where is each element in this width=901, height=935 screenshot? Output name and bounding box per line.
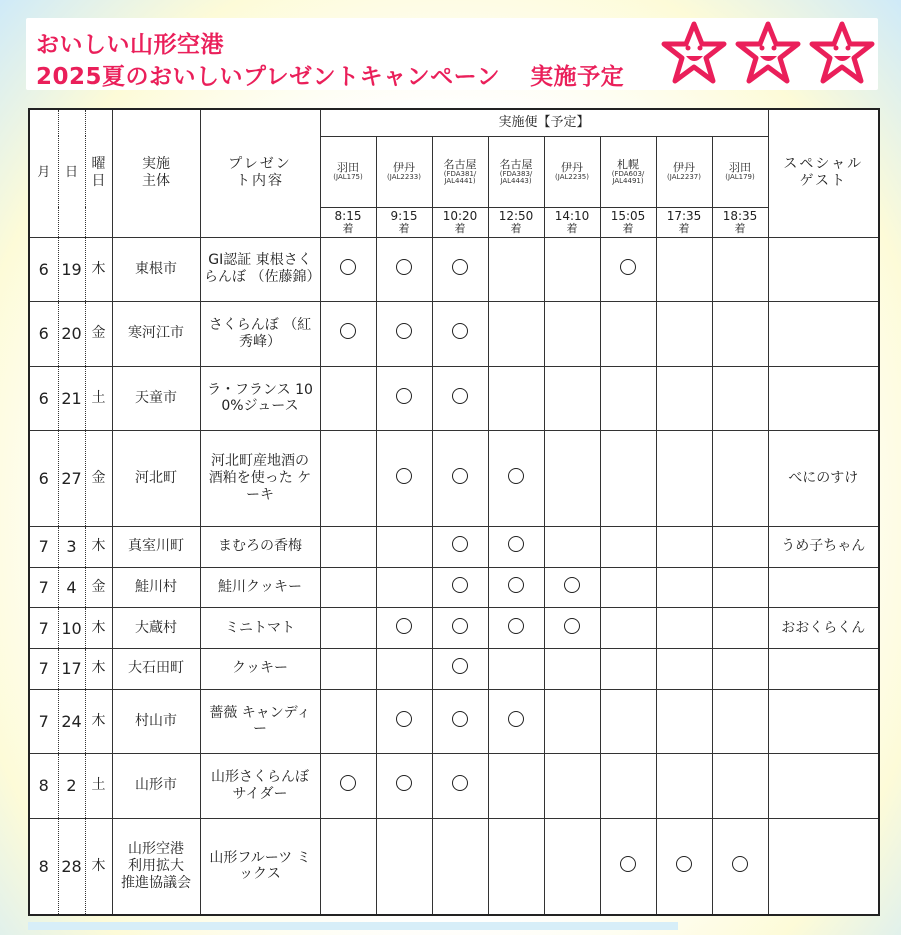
organizer-text: 村山市 bbox=[135, 712, 177, 729]
flight-cell bbox=[488, 237, 544, 302]
flight-cell bbox=[656, 237, 712, 302]
row-weekday: 土 bbox=[85, 366, 112, 431]
circle-mark-icon bbox=[452, 711, 468, 727]
row-weekday: 木 bbox=[85, 818, 112, 915]
row-day: 19 bbox=[58, 237, 85, 302]
flight-cell bbox=[432, 648, 488, 689]
circle-mark-icon bbox=[676, 856, 692, 872]
flight-code: (JAL2237) bbox=[667, 173, 701, 182]
row-month: 6 bbox=[29, 302, 58, 367]
row-organizer bbox=[112, 754, 200, 819]
circle-mark-icon bbox=[732, 856, 748, 872]
flight-cell bbox=[712, 302, 768, 367]
organizer-text: 寒河江市 bbox=[128, 325, 184, 342]
header-day: 日 bbox=[58, 109, 85, 237]
row-day: 10 bbox=[58, 608, 85, 649]
row-weekday: 土 bbox=[85, 754, 112, 819]
flight-cell bbox=[320, 526, 376, 567]
circle-mark-icon bbox=[340, 775, 356, 791]
circle-mark-icon bbox=[396, 323, 412, 339]
header-flights-group: 実施便【予定】 bbox=[320, 109, 768, 136]
organizer-text: 河北町 bbox=[135, 470, 177, 487]
circle-mark-icon bbox=[452, 577, 468, 593]
circle-mark-icon bbox=[620, 856, 636, 872]
flight-cell bbox=[432, 366, 488, 431]
row-present bbox=[200, 366, 320, 431]
flight-cell bbox=[320, 818, 376, 915]
row-guest bbox=[768, 237, 879, 302]
row-weekday: 木 bbox=[85, 648, 112, 689]
flight-cell bbox=[488, 818, 544, 915]
row-month: 6 bbox=[29, 237, 58, 302]
star-mascots-illustration bbox=[656, 20, 878, 88]
table-row bbox=[29, 648, 879, 689]
row-present bbox=[200, 302, 320, 367]
flight-header-5 bbox=[544, 136, 600, 207]
row-weekday: 金 bbox=[85, 567, 112, 608]
flight-origin: 羽田 bbox=[337, 161, 359, 175]
title-status: 実施予定 bbox=[530, 64, 625, 90]
row-weekday: 木 bbox=[85, 608, 112, 649]
organizer-text: 東根市 bbox=[135, 260, 177, 277]
flight-code: (FDA381/ JAL4441) bbox=[443, 169, 477, 186]
row-day: 2 bbox=[58, 754, 85, 819]
flight-cell bbox=[544, 689, 600, 754]
flight-cell bbox=[600, 818, 656, 915]
bottom-decoration bbox=[28, 922, 678, 930]
schedule-rows bbox=[29, 237, 879, 915]
flight-origin: 伊丹 bbox=[393, 161, 415, 175]
flight-cell bbox=[320, 608, 376, 649]
flight-time-8 bbox=[712, 207, 768, 237]
row-organizer bbox=[112, 431, 200, 527]
present-text: 河北町産地酒の 酒粕を使った ケーキ bbox=[208, 453, 312, 503]
flight-origin: 伊丹 bbox=[673, 161, 695, 175]
flight-cell bbox=[712, 754, 768, 819]
flight-cell bbox=[712, 648, 768, 689]
flight-cell bbox=[376, 818, 432, 915]
flight-cell bbox=[600, 608, 656, 649]
flight-cell bbox=[376, 754, 432, 819]
row-present bbox=[200, 526, 320, 567]
flight-cell bbox=[488, 648, 544, 689]
flight-cell bbox=[544, 608, 600, 649]
title-campaign: 2025夏のおいしいプレゼントキャンペーン bbox=[36, 64, 501, 90]
flight-cell bbox=[712, 818, 768, 915]
flight-time-1 bbox=[320, 207, 376, 237]
row-present bbox=[200, 754, 320, 819]
flight-cell bbox=[488, 366, 544, 431]
arrival-time: 15:05 bbox=[610, 208, 646, 223]
row-weekday: 金 bbox=[85, 431, 112, 527]
circle-mark-icon bbox=[564, 577, 580, 593]
flight-cell bbox=[712, 608, 768, 649]
row-organizer bbox=[112, 689, 200, 754]
row-guest bbox=[768, 366, 879, 431]
row-guest bbox=[768, 754, 879, 819]
flight-origin: 札幌 bbox=[617, 157, 639, 171]
header-guest: スペシャルゲスト bbox=[768, 109, 879, 237]
table-row bbox=[29, 608, 879, 649]
row-weekday: 金 bbox=[85, 302, 112, 367]
row-month: 7 bbox=[29, 689, 58, 754]
flight-code: (JAL175) bbox=[333, 173, 363, 182]
present-text: GI認証 東根さくらんぼ （佐藤錦） bbox=[204, 252, 321, 286]
present-text: 薔薇 キャンディー bbox=[209, 704, 311, 738]
flight-cell bbox=[600, 754, 656, 819]
flight-cell bbox=[544, 302, 600, 367]
organizer-text: 山形市 bbox=[135, 777, 177, 794]
row-guest bbox=[768, 689, 879, 754]
flight-cell bbox=[712, 431, 768, 527]
flight-cell bbox=[656, 302, 712, 367]
flight-cell bbox=[376, 648, 432, 689]
row-day: 3 bbox=[58, 526, 85, 567]
flight-code: (JAL2235) bbox=[555, 173, 589, 182]
row-organizer bbox=[112, 648, 200, 689]
flight-cell bbox=[376, 689, 432, 754]
flight-cell bbox=[600, 689, 656, 754]
table-row bbox=[29, 754, 879, 819]
flight-cell bbox=[656, 526, 712, 567]
row-day: 24 bbox=[58, 689, 85, 754]
circle-mark-icon bbox=[452, 618, 468, 634]
flight-cell bbox=[432, 526, 488, 567]
flight-cell bbox=[544, 431, 600, 527]
flight-cell bbox=[544, 754, 600, 819]
present-text: 山形フルーツ ミックス bbox=[209, 849, 311, 883]
present-text: ミニトマト bbox=[225, 619, 295, 636]
arrival-time: 10:20 bbox=[442, 208, 478, 223]
flight-cell bbox=[656, 648, 712, 689]
row-organizer bbox=[112, 366, 200, 431]
row-weekday: 木 bbox=[85, 689, 112, 754]
flight-cell bbox=[544, 366, 600, 431]
flight-cell bbox=[712, 237, 768, 302]
title-line-1: おいしい山形空港 bbox=[36, 32, 224, 58]
circle-mark-icon bbox=[508, 536, 524, 552]
circle-mark-icon bbox=[452, 536, 468, 552]
flight-header-1 bbox=[320, 136, 376, 207]
row-month: 8 bbox=[29, 754, 58, 819]
circle-mark-icon bbox=[620, 259, 636, 275]
arrival-label: 着 bbox=[454, 221, 466, 235]
flight-cell bbox=[320, 567, 376, 608]
circle-mark-icon bbox=[452, 388, 468, 404]
row-organizer bbox=[112, 526, 200, 567]
flight-cell bbox=[600, 431, 656, 527]
flight-time-2 bbox=[376, 207, 432, 237]
flight-cell bbox=[488, 608, 544, 649]
flight-cell bbox=[656, 567, 712, 608]
organizer-text: 大蔵村 bbox=[135, 619, 177, 636]
row-organizer bbox=[112, 237, 200, 302]
flight-code: (FDA603/ JAL4491) bbox=[611, 169, 645, 186]
table-row bbox=[29, 818, 879, 915]
flight-cell bbox=[544, 818, 600, 915]
flight-cell bbox=[600, 237, 656, 302]
flight-cell bbox=[600, 648, 656, 689]
flight-cell bbox=[656, 689, 712, 754]
flight-cell bbox=[376, 526, 432, 567]
circle-mark-icon bbox=[452, 259, 468, 275]
flight-time-4 bbox=[488, 207, 544, 237]
circle-mark-icon bbox=[564, 618, 580, 634]
flight-cell bbox=[656, 366, 712, 431]
campaign-schedule-table bbox=[28, 108, 880, 916]
flight-cell bbox=[320, 754, 376, 819]
circle-mark-icon bbox=[508, 468, 524, 484]
arrival-time: 8:15 bbox=[334, 208, 362, 223]
flight-cell bbox=[656, 608, 712, 649]
row-day: 17 bbox=[58, 648, 85, 689]
circle-mark-icon bbox=[340, 259, 356, 275]
flight-origin: 伊丹 bbox=[561, 161, 583, 175]
row-guest: おおくらくん bbox=[768, 608, 879, 649]
row-weekday: 木 bbox=[85, 237, 112, 302]
flight-code: (JAL2233) bbox=[387, 173, 421, 182]
arrival-label: 着 bbox=[398, 221, 410, 235]
flight-time-6 bbox=[600, 207, 656, 237]
flight-cell bbox=[656, 754, 712, 819]
flight-cell bbox=[600, 567, 656, 608]
row-guest bbox=[768, 648, 879, 689]
row-month: 7 bbox=[29, 608, 58, 649]
flight-time-7 bbox=[656, 207, 712, 237]
row-month: 8 bbox=[29, 818, 58, 915]
present-text: 山形さくらんぼ サイダー bbox=[211, 769, 309, 802]
flight-cell bbox=[320, 366, 376, 431]
row-organizer bbox=[112, 608, 200, 649]
arrival-label: 着 bbox=[510, 221, 522, 235]
flight-cell bbox=[488, 689, 544, 754]
arrival-time: 18:35 bbox=[722, 208, 758, 223]
flight-cell bbox=[376, 302, 432, 367]
row-guest bbox=[768, 818, 879, 915]
flight-cell bbox=[544, 648, 600, 689]
flight-cell bbox=[432, 431, 488, 527]
row-guest bbox=[768, 302, 879, 367]
arrival-label: 着 bbox=[622, 221, 634, 235]
flight-origin: 名古屋 bbox=[443, 157, 477, 171]
present-text: 鮭川クッキー bbox=[218, 579, 302, 596]
organizer-text: 大石田町 bbox=[128, 660, 184, 677]
flight-cell bbox=[432, 567, 488, 608]
row-present bbox=[200, 648, 320, 689]
flight-cell bbox=[320, 689, 376, 754]
flight-cell bbox=[656, 818, 712, 915]
flight-cell bbox=[656, 431, 712, 527]
star-mascot-icon bbox=[664, 24, 724, 81]
star-mascot-icon bbox=[738, 24, 798, 81]
flight-cell bbox=[432, 689, 488, 754]
circle-mark-icon bbox=[396, 259, 412, 275]
flight-cell bbox=[712, 366, 768, 431]
organizer-text: 鮭川村 bbox=[135, 579, 177, 596]
flight-cell bbox=[376, 567, 432, 608]
row-day: 27 bbox=[58, 431, 85, 527]
table-row bbox=[29, 567, 879, 608]
arrival-time: 17:35 bbox=[666, 208, 702, 223]
arrival-label: 着 bbox=[342, 221, 354, 235]
flight-origin: 羽田 bbox=[729, 161, 751, 175]
present-text: ラ・フランス 100%ジュース bbox=[207, 381, 313, 415]
row-present bbox=[200, 237, 320, 302]
table-row bbox=[29, 366, 879, 431]
circle-mark-icon bbox=[452, 323, 468, 339]
flight-cell bbox=[320, 302, 376, 367]
flight-cell bbox=[376, 237, 432, 302]
organizer-text: 天童市 bbox=[135, 389, 177, 406]
row-present bbox=[200, 431, 320, 527]
flight-cell bbox=[320, 237, 376, 302]
flight-header-8 bbox=[712, 136, 768, 207]
flight-header-4 bbox=[488, 136, 544, 207]
row-guest: うめ子ちゃん bbox=[768, 526, 879, 567]
arrival-time: 9:15 bbox=[390, 208, 418, 223]
flight-header-6 bbox=[600, 136, 656, 207]
flight-header-3 bbox=[432, 136, 488, 207]
present-text: まむろの香梅 bbox=[218, 538, 302, 555]
table-row bbox=[29, 431, 879, 527]
flight-cell bbox=[600, 366, 656, 431]
circle-mark-icon bbox=[396, 775, 412, 791]
flight-time-5 bbox=[544, 207, 600, 237]
header-banner bbox=[26, 18, 878, 90]
arrival-label: 着 bbox=[678, 221, 690, 235]
circle-mark-icon bbox=[396, 388, 412, 404]
row-guest: べにのすけ bbox=[768, 431, 879, 527]
flight-time-3 bbox=[432, 207, 488, 237]
star-mascot-icon bbox=[812, 24, 872, 81]
circle-mark-icon bbox=[396, 711, 412, 727]
flight-header-7 bbox=[656, 136, 712, 207]
flight-cell bbox=[712, 689, 768, 754]
row-organizer bbox=[112, 567, 200, 608]
flight-cell bbox=[544, 567, 600, 608]
row-day: 28 bbox=[58, 818, 85, 915]
header-month: 月 bbox=[29, 109, 58, 237]
circle-mark-icon bbox=[452, 775, 468, 791]
row-present bbox=[200, 689, 320, 754]
circle-mark-icon bbox=[452, 468, 468, 484]
row-guest bbox=[768, 567, 879, 608]
row-weekday: 木 bbox=[85, 526, 112, 567]
row-present bbox=[200, 608, 320, 649]
arrival-time: 14:10 bbox=[554, 208, 590, 223]
row-organizer bbox=[112, 818, 200, 915]
circle-mark-icon bbox=[508, 618, 524, 634]
title-line-2 bbox=[36, 58, 624, 91]
arrival-label: 着 bbox=[566, 221, 578, 235]
flight-cell bbox=[320, 431, 376, 527]
row-present bbox=[200, 818, 320, 915]
row-month: 6 bbox=[29, 431, 58, 527]
flight-cell bbox=[432, 754, 488, 819]
header-weekday: 曜日 bbox=[85, 109, 112, 237]
header-organizer: 実施主体 bbox=[112, 109, 200, 237]
flight-cell bbox=[600, 526, 656, 567]
row-day: 21 bbox=[58, 366, 85, 431]
flight-cell bbox=[376, 608, 432, 649]
organizer-text: 山形空港 利用拡大 推進協議会 bbox=[121, 841, 191, 891]
present-text: さくらんぼ （紅秀峰） bbox=[208, 317, 312, 350]
circle-mark-icon bbox=[508, 711, 524, 727]
row-month: 7 bbox=[29, 567, 58, 608]
row-month: 7 bbox=[29, 648, 58, 689]
flight-cell bbox=[488, 431, 544, 527]
circle-mark-icon bbox=[396, 468, 412, 484]
flight-cell bbox=[488, 526, 544, 567]
flight-code: (JAL179) bbox=[725, 173, 755, 182]
row-month: 6 bbox=[29, 366, 58, 431]
row-day: 4 bbox=[58, 567, 85, 608]
row-present bbox=[200, 567, 320, 608]
flight-cell bbox=[600, 302, 656, 367]
organizer-text: 真室川町 bbox=[128, 538, 184, 555]
flight-cell bbox=[488, 567, 544, 608]
flight-cell bbox=[488, 754, 544, 819]
flight-cell bbox=[712, 567, 768, 608]
row-day: 20 bbox=[58, 302, 85, 367]
flight-cell bbox=[432, 818, 488, 915]
flight-origin: 名古屋 bbox=[499, 157, 533, 171]
flight-cell bbox=[544, 237, 600, 302]
table-row bbox=[29, 302, 879, 367]
flight-cell bbox=[488, 302, 544, 367]
table-row bbox=[29, 689, 879, 754]
circle-mark-icon bbox=[452, 658, 468, 674]
flight-cell bbox=[432, 608, 488, 649]
flight-cell bbox=[544, 526, 600, 567]
flight-cell bbox=[376, 431, 432, 527]
circle-mark-icon bbox=[396, 618, 412, 634]
table-row bbox=[29, 526, 879, 567]
flight-cell bbox=[376, 366, 432, 431]
circle-mark-icon bbox=[340, 323, 356, 339]
circle-mark-icon bbox=[508, 577, 524, 593]
row-organizer bbox=[112, 302, 200, 367]
row-month: 7 bbox=[29, 526, 58, 567]
flight-cell bbox=[320, 648, 376, 689]
flight-cell bbox=[432, 302, 488, 367]
flight-cell bbox=[712, 526, 768, 567]
flight-cell bbox=[432, 237, 488, 302]
flight-header-2 bbox=[376, 136, 432, 207]
arrival-label: 着 bbox=[734, 221, 746, 235]
arrival-time: 12:50 bbox=[498, 208, 534, 223]
header-present: プレゼント内容 bbox=[200, 109, 320, 237]
present-text: クッキー bbox=[232, 660, 288, 677]
flight-code: (FDA383/ JAL4443) bbox=[499, 169, 533, 186]
table-row bbox=[29, 237, 879, 302]
